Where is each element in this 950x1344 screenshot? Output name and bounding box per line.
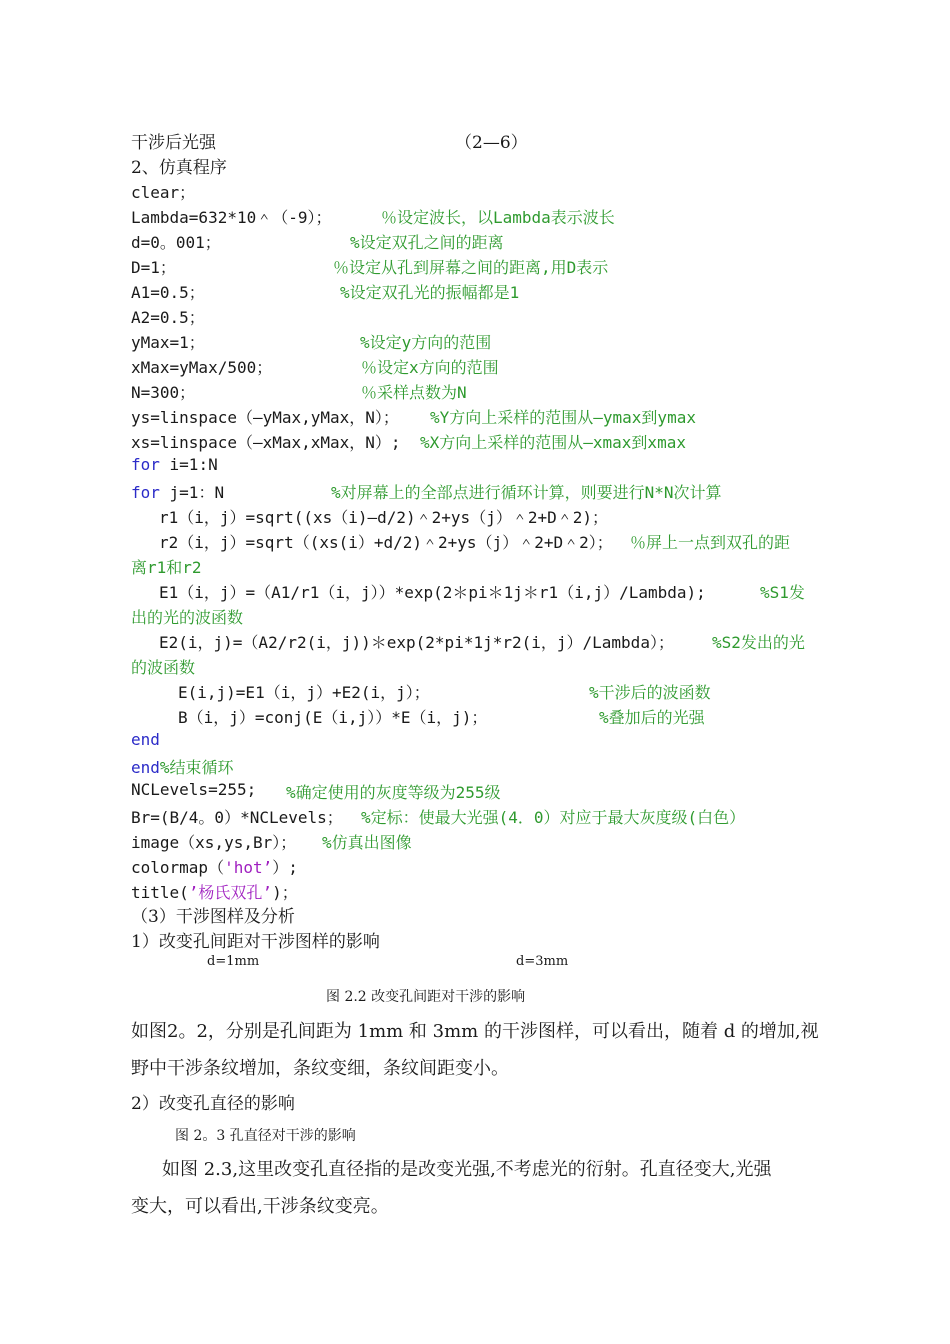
code-line bbox=[131, 480, 224, 503]
figure-caption: 图 2.2 改变孔间距对干涉的影响 bbox=[326, 989, 526, 1005]
code-line: A2=0.5； bbox=[131, 308, 205, 327]
code-line: r1（i，j）=sqrt((xs（i)—d/2)＾2+ys（j）＾2+D＾2)； bbox=[159, 508, 608, 527]
code-comment: ％屏上一点到双孔的距 bbox=[630, 533, 791, 552]
code-text: colormap（ bbox=[131, 858, 225, 877]
equation-number: （2—6） bbox=[455, 133, 528, 153]
code-line: yMax=1； bbox=[131, 333, 205, 352]
subsection-heading: 2）改变孔直径的影响 bbox=[131, 1094, 295, 1114]
keyword: for bbox=[131, 455, 160, 474]
code-line bbox=[131, 880, 298, 903]
paragraph-line: 如图2。2，分别是孔间距为 1mm 和 3mm 的干涉图样，可以看出，随着 d 的增加,视 bbox=[131, 1021, 819, 1042]
code-text: j=1：N bbox=[159, 483, 225, 502]
code-comment: %确定使用的灰度等级为255级 bbox=[286, 783, 501, 802]
string-literal: ’杨氏双孔’ bbox=[188, 883, 273, 902]
code-comment: %S2发出的光 bbox=[712, 633, 805, 652]
code-comment: %设定双孔之间的距离 bbox=[350, 233, 504, 252]
code-comment: %叠加后的光强 bbox=[599, 708, 705, 727]
code-text: ）; bbox=[272, 858, 298, 877]
code-comment: %干涉后的波函数 bbox=[589, 683, 711, 702]
keyword: end bbox=[131, 730, 160, 749]
code-comment: %对屏幕上的全部点进行循环计算，则要进行N*N次计算 bbox=[331, 483, 722, 502]
code-comment: %S1发 bbox=[760, 583, 805, 602]
figure-caption: 图 2。3 孔直径对干涉的影响 bbox=[175, 1128, 356, 1144]
code-comment: %X方向上采样的范围从—xmax到xmax bbox=[420, 433, 686, 452]
subsection-heading: 1）改变孔间距对干涉图样的影响 bbox=[131, 932, 380, 952]
code-comment: 出的光的波函数 bbox=[131, 608, 244, 627]
code-comment: %Y方向上采样的范围从—ymax到ymax bbox=[430, 408, 696, 427]
code-line bbox=[131, 855, 298, 878]
code-line: A1=0.5； bbox=[131, 283, 205, 302]
code-line: E(i,j)=E1（i，j）+E2(i，j）； bbox=[178, 683, 430, 702]
keyword: end bbox=[131, 758, 160, 777]
code-line: d=0。001； bbox=[131, 233, 221, 252]
code-line: r2（i，j）=sqrt（(xs(i）+d/2)＾2+ys（j）＾2+D＾2）； bbox=[159, 533, 613, 552]
code-line: NCLevels=255; bbox=[131, 780, 257, 799]
paragraph-line: 如图 2.3,这里改变孔直径指的是改变光强,不考虑光的衍射。孔直径变大,光强 bbox=[162, 1159, 772, 1180]
code-line: clear； bbox=[131, 183, 196, 202]
subsection-title: （3）干涉图样及分析 bbox=[131, 907, 295, 927]
paragraph-line: 变大，可以看出,干涉条纹变亮。 bbox=[131, 1196, 389, 1217]
figure-label-d3: d=3mm bbox=[516, 954, 569, 969]
code-comment: %结束循环 bbox=[159, 758, 234, 777]
code-comment: %设定y方向的范围 bbox=[360, 333, 492, 352]
code-line: E2(i，j)=（A2/r2(i，j))＊exp(2*pi*1j*r2(i，j）/Lambda）； bbox=[159, 633, 674, 652]
string-literal: 'hot’ bbox=[224, 858, 273, 877]
code-comment: 离r1和r2 bbox=[131, 558, 202, 577]
code-line: D=1； bbox=[131, 258, 176, 277]
section-title: 2、仿真程序 bbox=[131, 158, 227, 178]
code-comment: %仿真出图像 bbox=[322, 833, 412, 852]
header-label: 干涉后光强 bbox=[131, 133, 216, 153]
code-comment: %定标：使最大光强(4．0）对应于最大灰度级(白色） bbox=[361, 808, 746, 827]
figure-label-d1: d=1mm bbox=[207, 954, 260, 969]
code-line: ys=linspace（—yMax,yMax，N）； bbox=[131, 408, 399, 427]
code-text: i=1:N bbox=[159, 455, 218, 474]
code-line: Lambda=632*10＾（-9）； bbox=[131, 208, 332, 227]
code-comment: %设定双孔光的振幅都是1 bbox=[340, 283, 520, 302]
code-text: )； bbox=[272, 883, 298, 902]
code-comment: 的波函数 bbox=[131, 658, 196, 677]
code-comment: ％设定x方向的范围 bbox=[361, 358, 499, 377]
paragraph-line: 野中干涉条纹增加，条纹变细，条纹间距变小。 bbox=[131, 1058, 509, 1079]
code-line: E1（i，j）=（A1/r1（i，j））*exp(2＊pi＊1j＊r1（i,j）/Lambda); bbox=[159, 583, 706, 602]
code-line: B（i，j）=conj(E（i,j））*E（i，j)； bbox=[178, 708, 488, 727]
code-line bbox=[131, 455, 218, 474]
code-line: Br=(B/4。0）*NCLevels； bbox=[131, 808, 343, 827]
code-line bbox=[131, 755, 234, 778]
code-line: N=300； bbox=[131, 383, 196, 402]
keyword: for bbox=[131, 483, 160, 502]
code-comment: ％设定从孔到屏幕之间的距离,用D表示 bbox=[333, 258, 609, 277]
code-line: xs=linspace（—xMax,xMax，N）; bbox=[131, 433, 401, 452]
code-comment: ％采样点数为N bbox=[361, 383, 467, 402]
code-text: title( bbox=[131, 883, 189, 902]
code-line: image（xs,ys,Br）； bbox=[131, 833, 297, 852]
code-comment: ％设定波长，以Lambda表示波长 bbox=[381, 208, 615, 227]
code-line: xMax=yMax/500； bbox=[131, 358, 273, 377]
